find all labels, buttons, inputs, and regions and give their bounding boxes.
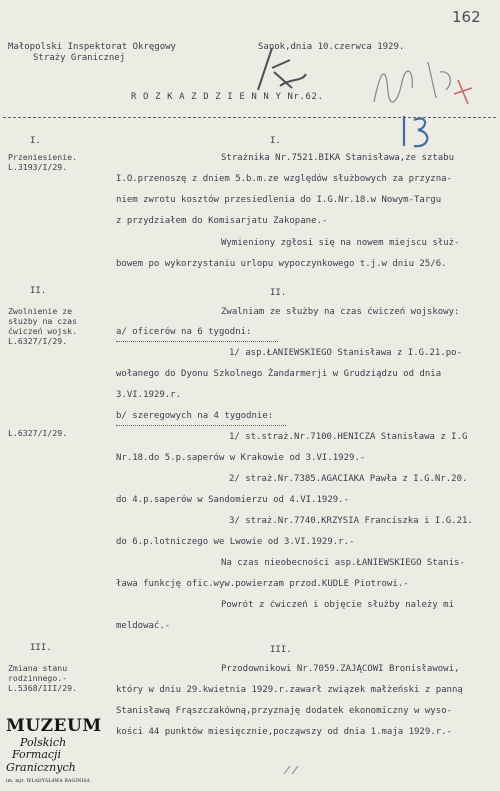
section-2-line: do 4.p.saperów w Sandomierzu od 4.VI.1929.-: [116, 495, 349, 505]
section-2-line: do 6.p.lotniczego we Lwowie od 3.VI.1929.r.-: [116, 537, 355, 547]
section-2-numeral: II.: [270, 288, 287, 298]
watermark-line3: Formacji: [12, 748, 61, 761]
section-2-margin-title: Zwolnienie ze: [8, 306, 73, 316]
section-2-line: 1/ st.straż.Nr.7100.HENICZA Stanisława z I.G: [229, 432, 468, 442]
section-1-line: Strażnika Nr.7521.BIKA Stanisława,ze sztabu: [221, 153, 454, 163]
section-1-margin-numeral: I.: [30, 136, 41, 146]
section-3-margin-title: rodzinnego.-: [8, 673, 68, 683]
pencil-tick: [280, 762, 310, 778]
section-3-line: kości 44 punktów miesięcznie,począwszy od dnia 1.maja 1929.r.-: [116, 727, 452, 737]
order-title: R O Z K A Z D Z I E N N Y Nr.62.: [131, 92, 324, 102]
officers-underline: [116, 341, 278, 342]
org-name-line2: Straży Granicznej: [33, 53, 126, 63]
section-2-margin-ref-2: L.6327/I/29.: [8, 428, 68, 438]
place-date: Sanok,dnia 10.czerwca 1929.: [258, 42, 405, 52]
watermark-line2: Polskich: [20, 736, 67, 749]
section-3-line: Przodownikowi Nr.7059.ZAJĄCOWI Bronisławowi,: [221, 664, 460, 674]
org-name-line1: Małopolski Inspektorat Okręgowy: [8, 42, 176, 52]
signature-mark: [250, 38, 310, 96]
section-1-numeral: I.: [270, 136, 281, 146]
watermark-line1: MUZEUM: [6, 716, 102, 736]
section-2-subheading-ranks: b/ szeregowych na 4 tygodnie:: [116, 411, 274, 421]
section-3-margin-ref: L.5368/III/29.: [8, 683, 78, 693]
section-2-line: wołanego do Dyonu Szkolnego Żandarmerji w Grudziądzu od dnia: [116, 369, 442, 379]
watermark-line4: Granicznych: [6, 761, 76, 774]
section-2-margin-title: służby na czas: [8, 316, 78, 326]
section-2-subheading-officers: a/ oficerów na 6 tygodni:: [116, 327, 252, 337]
section-3-line: który w dniu 29.kwietnia 1929.r.zawarł związek małżeński z panną: [116, 685, 463, 695]
section-1-line: bowem po wykorzystaniu urlopu wypoczynkowego t.j.w dniu 25/6.: [116, 259, 447, 269]
watermark-line5: im. mjr. WŁADYSŁAWA RAGINISA: [6, 779, 91, 784]
museum-watermark: [4, 716, 100, 788]
section-2-line: 2/ straż.Nr.7385.AGACIAKA Pawła z I.G.Nr.20.: [229, 474, 468, 484]
section-2-line: 3.VI.1929.r.: [116, 390, 182, 400]
page-number: 162: [452, 8, 481, 26]
section-2-line: 1/ asp.ŁANIEWSKIEGO Stanisława z I.G.21.po-: [229, 348, 462, 358]
section-3-margin-numeral: III.: [30, 643, 52, 653]
section-2-line: meldować.-: [116, 621, 171, 631]
section-3-numeral: III.: [270, 645, 292, 655]
section-1-line: niem zwrotu kosztów przesiedlenia do I.G.Nr.18.w Nowym-Targu: [116, 195, 442, 205]
section-2-line: 3/ straż.Nr.7740.KRZYSIA Franciszka i I.G.21.: [229, 516, 473, 526]
section-1-line: Wymieniony zgłosi się na nowem miejscu służ-: [221, 238, 460, 248]
pencil-annotation: [368, 52, 478, 114]
section-1-line: z przydziałem do Komisarjatu Zakopane.-: [116, 216, 328, 226]
section-2-line: Nr.18.do 5.p.saperów w Krakowie od 3.VI.1929.-: [116, 453, 366, 463]
section-1-margin-ref: L.3193/I/29.: [8, 162, 68, 172]
ranks-underline: [116, 425, 286, 426]
section-2-line: Powrót z ćwiczeń i objęcie służby należy mi: [221, 600, 454, 610]
section-2-line: Zwalniam ze służby na czas ćwiczeń wojskowy:: [221, 307, 460, 317]
section-2-margin-numeral: II.: [30, 286, 47, 296]
section-1-line: I.O.przenoszę z dniem 5.b.m.ze względów służbowych za przyzna-: [116, 174, 452, 184]
section-2-line: Na czas nieobecności asp.ŁANIEWSKIEGO Stanis-: [221, 558, 465, 568]
section-3-margin-title: Zmiana stanu: [8, 663, 68, 673]
blue-ink-number: [398, 112, 448, 152]
section-3-line: Stanisławą Frąszczakówną,przyznaję dodatek ekonomiczny w wyso-: [116, 706, 452, 716]
section-2-margin-title: ćwiczeń wojsk.: [8, 326, 78, 336]
section-2-line: ława funkcję ofic.wyw.powierzam przod.KUDLE Piotrowi.-: [116, 579, 409, 589]
section-1-margin-title: Przeniesienie.: [8, 152, 78, 162]
section-2-margin-ref: L.6327/I/29.: [8, 336, 68, 346]
